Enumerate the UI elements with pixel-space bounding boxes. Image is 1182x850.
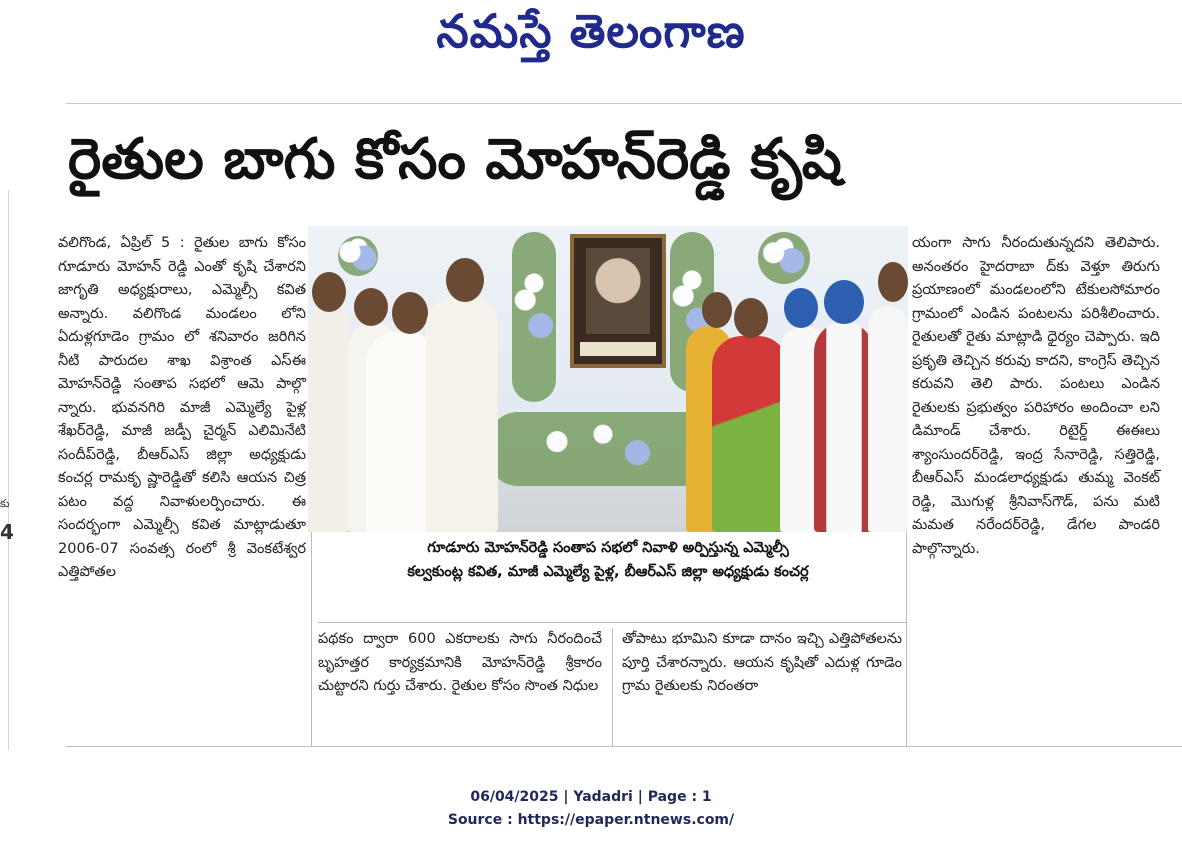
caption-line: కల్వకుంట్ల కవిత, మాజీ ఎమ్మెల్యే పైళ్ల, బీఆర్ఎస్ జిల్లా అధ్యక్షుడు కంచర్ల <box>407 564 809 580</box>
article-column-bottom-1: పథకం ద్వారా 600 ఎకరాలకు సాగు నీరందించే బృహత్తర కార్యక్రమానికి మోహన్‌రెడ్డి శ్రీకారం చుట్టారని గుర్తు చేశారు. రైతుల కోసం సొంత నిధుల <box>318 631 602 694</box>
flower-decoration <box>758 232 810 284</box>
headline: రైతుల బాగు కోసం మోహన్‌రెడ్డి కృషి <box>68 127 842 192</box>
memorial-portrait <box>570 234 666 368</box>
person-head <box>878 262 908 302</box>
person-head <box>392 292 428 334</box>
person-figure <box>712 336 788 532</box>
article-column-bottom-2: తోపాటు భూమిని కూడా దానం ఇచ్చి ఎత్తిపోతలను పూర్తి చేశారన్నారు. ఆయన కృషితో ఎదుళ్ల గూడెం గ్రామ రైతులకు నిరంతరా <box>622 631 902 694</box>
portrait-plate <box>580 342 656 356</box>
caption-divider <box>318 622 906 623</box>
floral-table <box>488 412 718 486</box>
person-head <box>446 258 484 302</box>
edge-fragment: 4 <box>0 520 14 544</box>
masthead-logo: నమస్తే తెలంగాణ <box>436 4 746 58</box>
person-figure <box>814 322 874 532</box>
column-divider <box>612 628 613 746</box>
news-photo <box>308 226 908 532</box>
person-figure <box>426 296 498 532</box>
person-head <box>312 272 346 312</box>
flower-garland <box>512 232 556 402</box>
adjacent-page-edge <box>0 190 9 750</box>
edge-fragment: కు <box>0 497 10 510</box>
person-figure <box>868 306 908 532</box>
footer-date-edition: 06/04/2025 | Yadadri | Page : 1 <box>470 789 712 805</box>
article-column-right: యంగా సాగు నీరందుతున్నదని తెలిపారు. అనంతరం హైదరాబా ద్‌కు వెళ్తూ తిరుగు ప్రయాణంలో మండలంలోని టేకులసోమారం గ్రామంలో ఎండిన పంటలను పరిశీలించారు. రైతులతో రైతు మాట్లాడి ధైర్యం చెప్పారు. ఇది ప్రకృతి తెచ్చిన కరువు కాదని, కాంగ్రెస్ తెచ్చిన కరువని తెలి పారు. పంటలు ఎండిన రైతులకు ప్రభుత్వం పరిహారం అందించా లని డిమాండ్ చేశారు. రిటైర్డ్ ఈఈలు శ్యాంసుందర్‌రెడ్డి, ఇంద్ర సేనారెడ్డి, సత్తిరెడ్డి, బీఆర్ఎస్ మండలాధ్యక్షుడు తుమ్మ వెంకట్ రెడ్డి, మొగుళ్ల శ్రీనివాస్‌గౌడ్, పను మటి మమత నరేందర్‌రెడ్డి, డేగల పాండరి పాల్గొన్నారు. <box>912 235 1160 557</box>
person-cap <box>824 280 864 324</box>
article-column-left: వలిగొండ, ఏప్రిల్ 5 : రైతుల బాగు కోసం గూడూరు మోహన్ రెడ్డి ఎంతో కృషి చేశారని జాగృతి అధ్యక్షురాలు, ఎమ్మెల్సీ కవిత అన్నారు. వలిగొండ మండలం లోని ఏదుళ్లగూడెం గ్రామం లో శనివారం జరిగిన నీటి పారుదల శాఖ విశ్రాంత ఎస్ఈ మోహన్‌రెడ్డి సంతాప సభలో ఆమె పాల్గొ న్నారు. భువనగిరి మాజీ ఎమ్మెల్యే పైళ్ల శేఖర్‌రెడ్డి, మాజీ జడ్పీ చైర్మన్ ఎలిమినేటి సందీప్‌రెడ్డి, బీఆర్ఎస్ జిల్లా అధ్యక్షుడు కంచర్ల రామకృ ష్ణారెడ్డితో కలిసి ఆయన చిత్ర పటం వద్ద నివాళులర్పించారు. ఈ సందర్భంగా ఎమ్మెల్సీ కవిత మాట్లాడుతూ 2006-07 సంవత్స రంలో శ్రీ వెంకటేశ్వర ఎత్తిపోతల <box>58 235 306 580</box>
flower-decoration <box>338 236 378 276</box>
person-head <box>354 288 388 326</box>
portrait-image <box>586 248 650 334</box>
person-head <box>734 298 768 338</box>
person-figure <box>308 306 348 532</box>
footer-source[interactable]: Source : https://epaper.ntnews.com/ <box>447 812 735 828</box>
person-head <box>702 292 732 328</box>
bottom-divider <box>66 746 1182 747</box>
person-cap <box>784 288 818 328</box>
photo-caption <box>308 536 908 584</box>
top-divider <box>66 103 1182 104</box>
caption-line: గూడూరు మోహన్‌రెడ్డి సంతాప సభలో నివాళి అర్పిస్తున్న ఎమ్మెల్సీ <box>427 540 789 556</box>
